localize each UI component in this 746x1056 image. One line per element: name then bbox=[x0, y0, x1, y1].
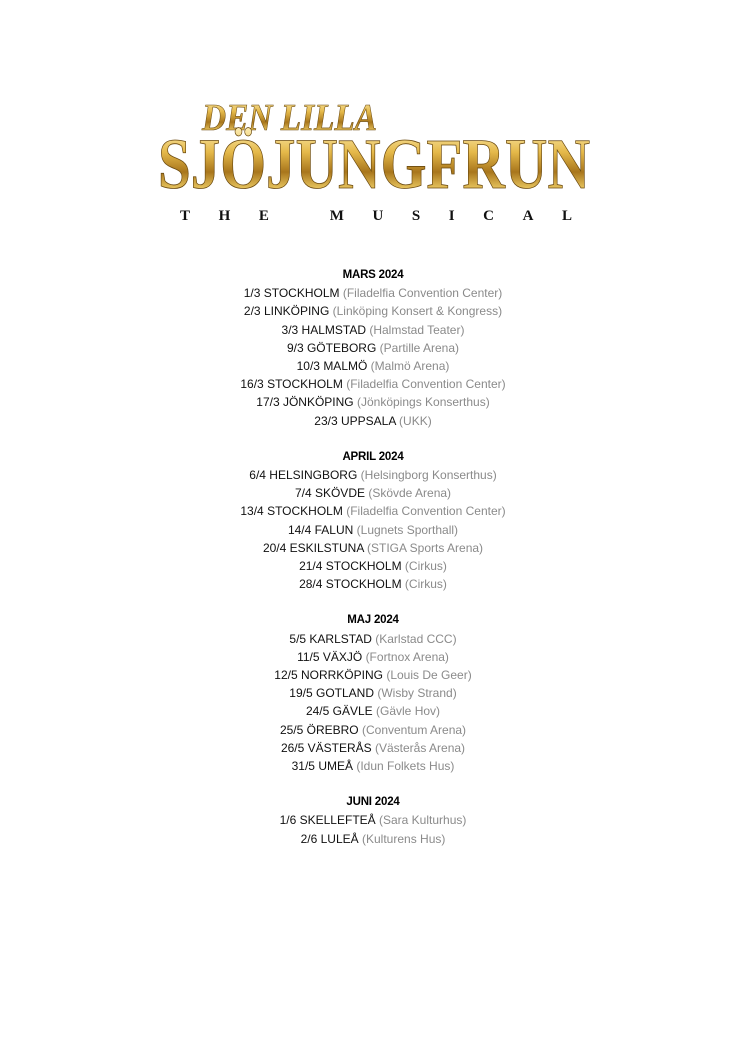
month-section-mars bbox=[0, 266, 746, 430]
tour-date-row bbox=[0, 666, 746, 684]
tour-date-row bbox=[0, 721, 746, 739]
tour-date-row bbox=[0, 393, 746, 411]
date-city: 14/4 FALUN bbox=[287, 522, 354, 537]
tour-date-row bbox=[0, 484, 746, 502]
date-venue: (Kulturens Hus) bbox=[362, 831, 446, 846]
tour-date-row bbox=[0, 539, 746, 557]
date-venue: (Malmö Arena) bbox=[370, 359, 450, 374]
tour-date-row bbox=[0, 757, 746, 775]
month-title: MARS 2024 bbox=[342, 269, 404, 281]
tour-date-row bbox=[0, 339, 746, 357]
date-venue: (UKK) bbox=[399, 413, 432, 428]
date-city: 3/3 HALMSTAD bbox=[281, 322, 366, 337]
logo-graphic bbox=[150, 88, 600, 228]
tour-date-row bbox=[0, 557, 746, 575]
date-venue: (Partille Arena) bbox=[379, 340, 460, 355]
tour-date-row bbox=[0, 702, 746, 720]
tour-date-row bbox=[0, 302, 746, 320]
date-city: 16/3 STOCKHOLM bbox=[240, 377, 343, 392]
date-venue: (Karlstad CCC) bbox=[375, 631, 457, 646]
date-city: 13/4 STOCKHOLM bbox=[240, 504, 343, 519]
date-city: 17/3 JÖNKÖPING bbox=[256, 395, 354, 410]
tour-date-row bbox=[0, 830, 746, 848]
month-title: MAJ 2024 bbox=[347, 614, 399, 627]
date-venue: (Wisby Strand) bbox=[377, 686, 457, 701]
date-city: 6/4 HELSINGBORG bbox=[249, 468, 358, 483]
date-city: 31/5 UMEÅ bbox=[291, 759, 353, 774]
tour-date-row bbox=[0, 630, 746, 648]
date-city: 10/3 MALMÖ bbox=[296, 359, 368, 374]
date-city: 2/6 LULEÅ bbox=[300, 831, 359, 846]
tour-date-row bbox=[0, 575, 746, 593]
date-venue: (Lugnets Sporthall) bbox=[356, 522, 459, 537]
tour-date-row bbox=[0, 648, 746, 666]
date-venue: (Sara Kulturhus) bbox=[379, 813, 467, 828]
tour-date-row bbox=[0, 684, 746, 702]
logo-tagline: THE MUSICAL bbox=[180, 208, 572, 224]
date-city: 20/4 ESKILSTUNA bbox=[262, 540, 364, 555]
month-section-maj bbox=[0, 611, 746, 775]
tour-date-row bbox=[0, 739, 746, 757]
date-venue: (Halmstad Teater) bbox=[369, 322, 465, 337]
date-venue: (Jönköpings Konserthus) bbox=[356, 395, 490, 410]
date-city: 25/5 ÖREBRO bbox=[279, 722, 359, 737]
date-city: 21/4 STOCKHOLM bbox=[299, 559, 402, 574]
date-city: 2/3 LINKÖPING bbox=[243, 304, 330, 319]
date-venue: (Helsingborg Konserthus) bbox=[360, 468, 497, 483]
date-city: 1/6 SKELLEFTEÅ bbox=[279, 813, 376, 828]
date-city: 23/3 UPPSALA bbox=[314, 413, 396, 428]
date-city: 19/5 GOTLAND bbox=[289, 686, 374, 701]
date-city: 28/4 STOCKHOLM bbox=[299, 577, 402, 592]
tour-date-row bbox=[0, 521, 746, 539]
date-venue: (Skövde Arena) bbox=[368, 486, 452, 501]
logo-line-1: DEN LILLA bbox=[201, 97, 377, 139]
logo-line-2: SJÖJUNGFRUN bbox=[158, 124, 590, 204]
date-venue: (Linköping Konsert & Kongress) bbox=[332, 304, 503, 319]
tour-date-row bbox=[0, 811, 746, 829]
date-venue: (STIGA Sports Arena) bbox=[367, 540, 484, 555]
tour-date-row bbox=[0, 357, 746, 375]
date-city: 7/4 SKÖVDE bbox=[294, 486, 365, 501]
date-venue: (Fortnox Arena) bbox=[365, 649, 449, 664]
tour-date-row bbox=[0, 375, 746, 393]
date-city: 9/3 GÖTEBORG bbox=[286, 340, 377, 355]
musical-logo bbox=[150, 88, 600, 228]
tour-date-row bbox=[0, 502, 746, 520]
date-venue: (Filadelfia Convention Center) bbox=[346, 504, 506, 519]
tour-schedule bbox=[0, 266, 746, 866]
date-venue: (Cirkus) bbox=[404, 577, 447, 592]
tour-date-row bbox=[0, 466, 746, 484]
date-city: 5/5 KARLSTAD bbox=[289, 631, 372, 646]
month-title: JUNI 2024 bbox=[346, 796, 400, 809]
tour-date-row bbox=[0, 321, 746, 339]
date-venue: (Filadelfia Convention Center) bbox=[342, 286, 503, 301]
date-venue: (Gävle Hov) bbox=[376, 704, 441, 719]
tour-date-row bbox=[0, 284, 746, 302]
date-city: 11/5 VÄXJÖ bbox=[297, 649, 363, 664]
date-venue: (Filadelfia Convention Center) bbox=[346, 377, 506, 392]
month-section-juni bbox=[0, 793, 746, 848]
date-venue: (Västerås Arena) bbox=[375, 740, 466, 755]
month-title: APRIL 2024 bbox=[342, 450, 404, 463]
tour-date-row bbox=[0, 412, 746, 430]
date-venue: (Cirkus) bbox=[404, 559, 447, 574]
date-city: 24/5 GÄVLE bbox=[305, 704, 373, 719]
date-city: 1/3 STOCKHOLM bbox=[243, 286, 340, 301]
date-venue: (Idun Folkets Hus) bbox=[356, 759, 455, 774]
date-venue: (Conventum Arena) bbox=[361, 722, 467, 737]
date-city: 26/5 VÄSTERÅS bbox=[280, 740, 372, 755]
date-city: 12/5 NORRKÖPING bbox=[274, 668, 383, 683]
month-section-april bbox=[0, 448, 746, 594]
date-venue: (Louis De Geer) bbox=[386, 668, 472, 683]
